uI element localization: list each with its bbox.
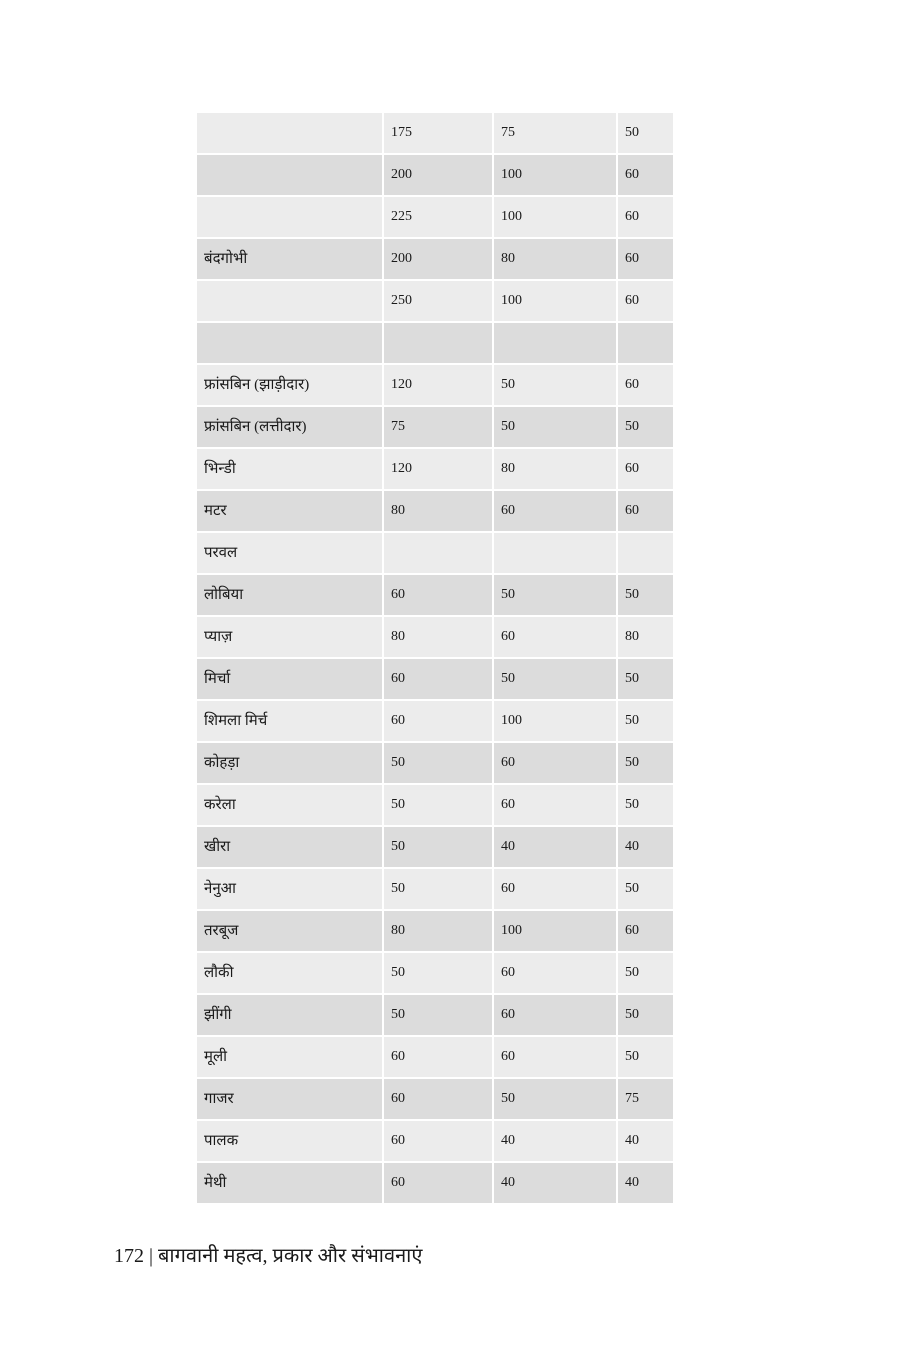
value-cell-3: 40 xyxy=(618,1163,673,1203)
value-cell-3: 50 xyxy=(618,113,673,155)
crop-name-cell: शिमला मिर्च xyxy=(197,701,384,743)
value-cell-1: 200 xyxy=(384,239,494,281)
value-cell-1: 60 xyxy=(384,1121,494,1163)
table-body xyxy=(197,113,673,1203)
value-cell-1: 250 xyxy=(384,281,494,323)
value-cell-3: 60 xyxy=(618,239,673,281)
value-cell-3: 40 xyxy=(618,827,673,869)
value-cell-2: 50 xyxy=(494,365,618,407)
table-row xyxy=(197,407,673,449)
table-row xyxy=(197,911,673,953)
value-cell-2: 60 xyxy=(494,995,618,1037)
nutrient-table xyxy=(197,113,673,1203)
table-row xyxy=(197,1037,673,1079)
value-cell-2: 60 xyxy=(494,743,618,785)
value-cell-3: 50 xyxy=(618,743,673,785)
value-cell-3: 60 xyxy=(618,281,673,323)
value-cell-1: 80 xyxy=(384,911,494,953)
value-cell-1: 60 xyxy=(384,1037,494,1079)
value-cell-3: 50 xyxy=(618,995,673,1037)
page-footer xyxy=(114,1243,422,1269)
crop-name-cell: परवल xyxy=(197,533,384,575)
table-row xyxy=(197,197,673,239)
value-cell-1: 50 xyxy=(384,785,494,827)
value-cell-2: 50 xyxy=(494,575,618,617)
value-cell-3: 75 xyxy=(618,1079,673,1121)
value-cell-2: 60 xyxy=(494,869,618,911)
page-number: 172 xyxy=(114,1245,144,1267)
book-title: बागवानी महत्व, प्रकार और संभावनाएं xyxy=(158,1245,423,1267)
value-cell-3: 60 xyxy=(618,449,673,491)
value-cell-2: 100 xyxy=(494,281,618,323)
value-cell-1: 120 xyxy=(384,365,494,407)
crop-name-cell: मटर xyxy=(197,491,384,533)
table-row xyxy=(197,953,673,995)
value-cell-1: 60 xyxy=(384,1163,494,1203)
crop-name-cell xyxy=(197,197,384,239)
value-cell-3: 50 xyxy=(618,575,673,617)
value-cell-3: 40 xyxy=(618,1121,673,1163)
table-row xyxy=(197,617,673,659)
footer-separator: | xyxy=(149,1245,154,1267)
table-row xyxy=(197,323,673,365)
crop-name-cell: फ्रांसबिन (झाड़ीदार) xyxy=(197,365,384,407)
value-cell-2: 50 xyxy=(494,1079,618,1121)
value-cell-1: 60 xyxy=(384,1079,494,1121)
value-cell-2: 60 xyxy=(494,953,618,995)
crop-name-cell: नेनुआ xyxy=(197,869,384,911)
value-cell-3 xyxy=(618,533,673,575)
table-row xyxy=(197,827,673,869)
value-cell-3: 50 xyxy=(618,785,673,827)
value-cell-1: 60 xyxy=(384,659,494,701)
value-cell-1: 225 xyxy=(384,197,494,239)
value-cell-3: 60 xyxy=(618,365,673,407)
value-cell-3: 50 xyxy=(618,869,673,911)
crop-name-cell: झींगी xyxy=(197,995,384,1037)
crop-name-cell: मूली xyxy=(197,1037,384,1079)
table-row xyxy=(197,701,673,743)
value-cell-2 xyxy=(494,533,618,575)
crop-name-cell: मिर्चा xyxy=(197,659,384,701)
crop-name-cell: तरबूज xyxy=(197,911,384,953)
value-cell-3: 60 xyxy=(618,155,673,197)
table-row xyxy=(197,659,673,701)
value-cell-3: 80 xyxy=(618,617,673,659)
crop-name-cell: गाजर xyxy=(197,1079,384,1121)
value-cell-1: 60 xyxy=(384,701,494,743)
value-cell-2: 40 xyxy=(494,1163,618,1203)
value-cell-1: 50 xyxy=(384,743,494,785)
value-cell-1: 175 xyxy=(384,113,494,155)
value-cell-2 xyxy=(494,323,618,365)
value-cell-2: 60 xyxy=(494,1037,618,1079)
value-cell-1: 80 xyxy=(384,491,494,533)
value-cell-3: 60 xyxy=(618,911,673,953)
value-cell-3: 50 xyxy=(618,1037,673,1079)
value-cell-1: 80 xyxy=(384,617,494,659)
crop-name-cell: लोबिया xyxy=(197,575,384,617)
crop-name-cell: प्याज़ xyxy=(197,617,384,659)
value-cell-3: 60 xyxy=(618,491,673,533)
value-cell-2: 50 xyxy=(494,407,618,449)
value-cell-2: 100 xyxy=(494,701,618,743)
crop-name-cell: करेला xyxy=(197,785,384,827)
value-cell-1: 120 xyxy=(384,449,494,491)
value-cell-2: 40 xyxy=(494,1121,618,1163)
value-cell-2: 100 xyxy=(494,155,618,197)
value-cell-3: 50 xyxy=(618,407,673,449)
crop-name-cell: बंदगोभी xyxy=(197,239,384,281)
value-cell-2: 75 xyxy=(494,113,618,155)
crop-name-cell: लौकी xyxy=(197,953,384,995)
crop-name-cell: भिन्डी xyxy=(197,449,384,491)
table-row xyxy=(197,365,673,407)
crop-name-cell: मेथी xyxy=(197,1163,384,1203)
value-cell-2: 80 xyxy=(494,239,618,281)
table-row xyxy=(197,785,673,827)
value-cell-2: 60 xyxy=(494,617,618,659)
value-cell-2: 80 xyxy=(494,449,618,491)
value-cell-1: 50 xyxy=(384,953,494,995)
value-cell-1 xyxy=(384,533,494,575)
table-row xyxy=(197,113,673,155)
crop-name-cell: फ्रांसबिन (लत्तीदार) xyxy=(197,407,384,449)
crop-name-cell: पालक xyxy=(197,1121,384,1163)
value-cell-3: 60 xyxy=(618,197,673,239)
crop-name-cell: खीरा xyxy=(197,827,384,869)
value-cell-1 xyxy=(384,323,494,365)
value-cell-2: 100 xyxy=(494,197,618,239)
crop-name-cell xyxy=(197,281,384,323)
table-row xyxy=(197,1079,673,1121)
value-cell-1: 50 xyxy=(384,869,494,911)
table-row xyxy=(197,575,673,617)
table-row xyxy=(197,281,673,323)
table-row xyxy=(197,1163,673,1203)
value-cell-1: 200 xyxy=(384,155,494,197)
value-cell-3: 50 xyxy=(618,953,673,995)
value-cell-3 xyxy=(618,323,673,365)
value-cell-1: 50 xyxy=(384,995,494,1037)
value-cell-2: 60 xyxy=(494,491,618,533)
table-row xyxy=(197,743,673,785)
value-cell-2: 60 xyxy=(494,785,618,827)
value-cell-1: 60 xyxy=(384,575,494,617)
table-row xyxy=(197,155,673,197)
value-cell-2: 40 xyxy=(494,827,618,869)
value-cell-1: 75 xyxy=(384,407,494,449)
table-row xyxy=(197,491,673,533)
crop-name-cell: कोहड़ा xyxy=(197,743,384,785)
value-cell-3: 50 xyxy=(618,701,673,743)
value-cell-1: 50 xyxy=(384,827,494,869)
table-row xyxy=(197,1121,673,1163)
crop-name-cell xyxy=(197,155,384,197)
value-cell-2: 50 xyxy=(494,659,618,701)
table-row xyxy=(197,995,673,1037)
crop-name-cell xyxy=(197,113,384,155)
table-row xyxy=(197,449,673,491)
crop-name-cell xyxy=(197,323,384,365)
value-cell-3: 50 xyxy=(618,659,673,701)
value-cell-2: 100 xyxy=(494,911,618,953)
table-row xyxy=(197,869,673,911)
table-row xyxy=(197,239,673,281)
table-row xyxy=(197,533,673,575)
